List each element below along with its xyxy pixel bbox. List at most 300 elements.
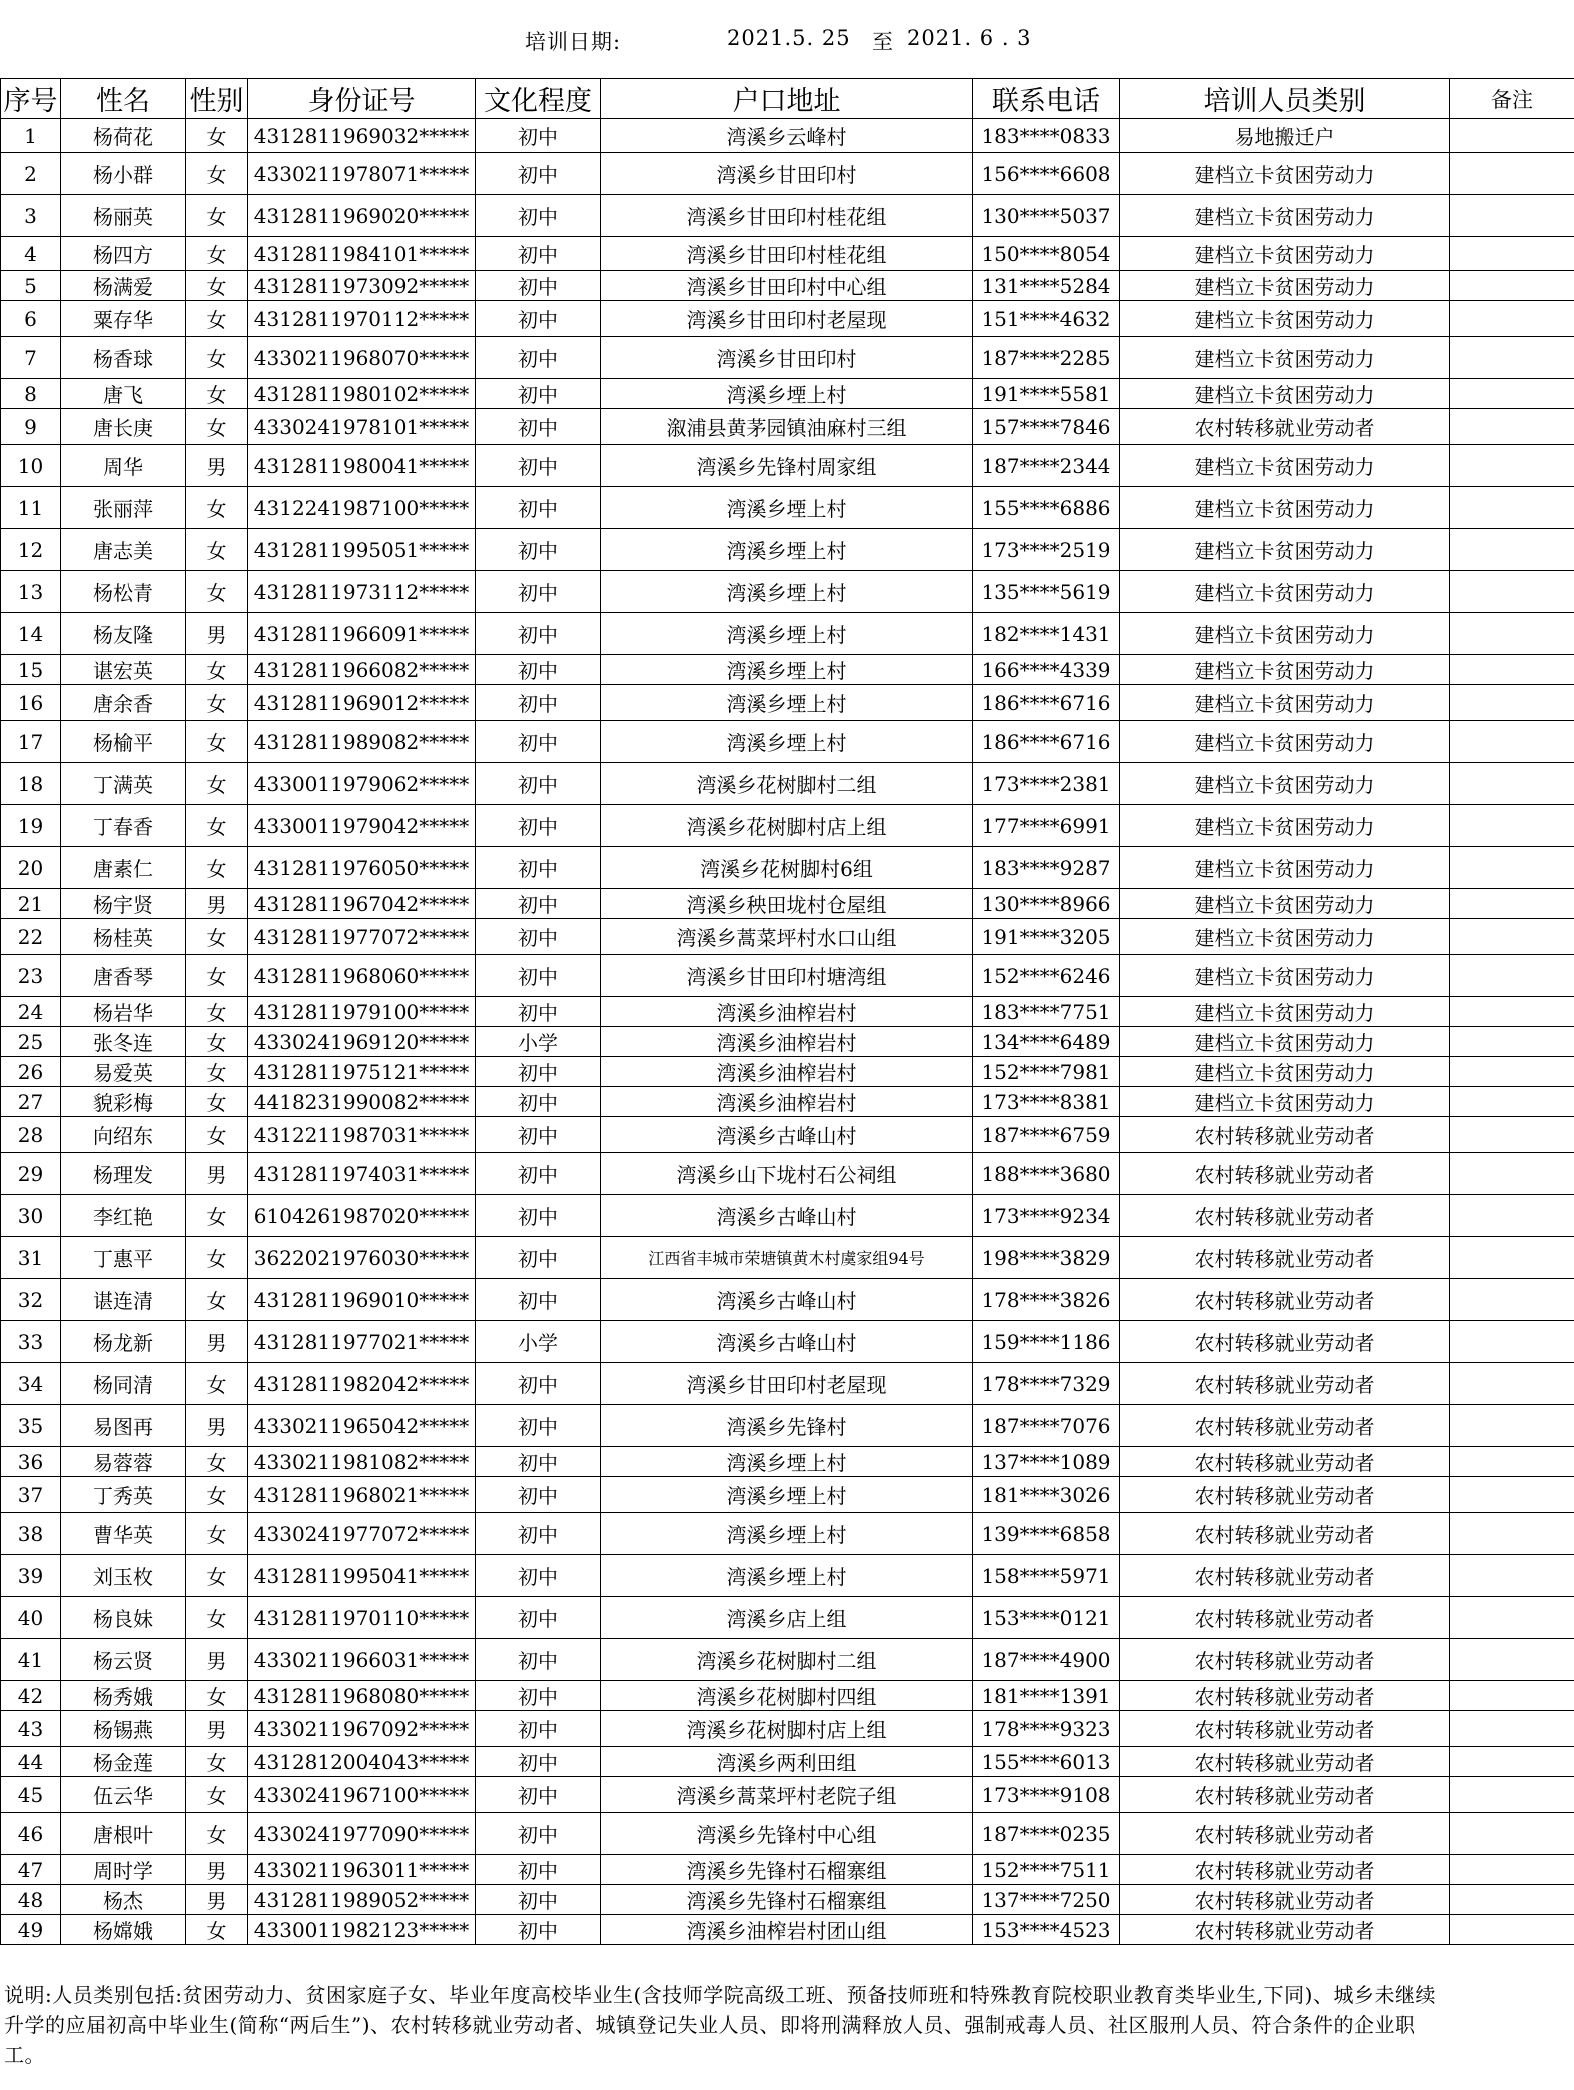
cell-phone: 139****6858 bbox=[973, 1513, 1120, 1555]
cell-name: 杨云贤 bbox=[61, 1639, 186, 1681]
cell-index: 8 bbox=[1, 379, 61, 409]
cell-remarks bbox=[1450, 571, 1574, 613]
cell-remarks bbox=[1450, 613, 1574, 655]
cell-phone: 183****7751 bbox=[973, 997, 1120, 1027]
cell-gender: 女 bbox=[186, 1117, 248, 1153]
cell-index: 4 bbox=[1, 237, 61, 271]
cell-name: 易图再 bbox=[61, 1405, 186, 1447]
cell-index: 24 bbox=[1, 997, 61, 1027]
cell-index: 34 bbox=[1, 1363, 61, 1405]
cell-name: 杨宇贤 bbox=[61, 889, 186, 919]
col-header-id-number: 身份证号 bbox=[248, 79, 476, 119]
cell-remarks bbox=[1450, 445, 1574, 487]
cell-id-number: 4330241978101***** bbox=[248, 409, 476, 445]
cell-id-number: 4330211967092***** bbox=[248, 1711, 476, 1747]
cell-education: 初中 bbox=[476, 685, 601, 721]
table-row bbox=[1, 487, 1574, 529]
cell-id-number: 4330211965042***** bbox=[248, 1405, 476, 1447]
cell-category: 农村转移就业劳动者 bbox=[1120, 1813, 1450, 1855]
cell-index: 27 bbox=[1, 1087, 61, 1117]
cell-category: 农村转移就业劳动者 bbox=[1120, 1117, 1450, 1153]
cell-remarks bbox=[1450, 1477, 1574, 1513]
cell-remarks bbox=[1450, 271, 1574, 301]
cell-name: 丁秀英 bbox=[61, 1477, 186, 1513]
cell-id-number: 4312811980041***** bbox=[248, 445, 476, 487]
cell-address: 湾溪乡甘田印村 bbox=[601, 153, 973, 195]
cell-remarks bbox=[1450, 1279, 1574, 1321]
cell-remarks bbox=[1450, 153, 1574, 195]
cell-category: 农村转移就业劳动者 bbox=[1120, 1153, 1450, 1195]
cell-address: 湾溪乡甘田印村中心组 bbox=[601, 271, 973, 301]
cell-index: 28 bbox=[1, 1117, 61, 1153]
cell-education: 初中 bbox=[476, 889, 601, 919]
cell-phone: 178****9323 bbox=[973, 1711, 1120, 1747]
cell-gender: 男 bbox=[186, 1885, 248, 1915]
table-row bbox=[1, 1117, 1574, 1153]
cell-id-number: 4312811973092***** bbox=[248, 271, 476, 301]
cell-category: 建档立卡贫困劳动力 bbox=[1120, 1057, 1450, 1087]
cell-name: 杨满爱 bbox=[61, 271, 186, 301]
cell-phone: 173****2381 bbox=[973, 763, 1120, 805]
cell-category: 建档立卡贫困劳动力 bbox=[1120, 529, 1450, 571]
table-row bbox=[1, 1195, 1574, 1237]
cell-gender: 女 bbox=[186, 685, 248, 721]
cell-education: 初中 bbox=[476, 487, 601, 529]
cell-phone: 183****0833 bbox=[973, 119, 1120, 153]
cell-category: 建档立卡贫困劳动力 bbox=[1120, 655, 1450, 685]
table-row bbox=[1, 571, 1574, 613]
cell-index: 30 bbox=[1, 1195, 61, 1237]
cell-gender: 女 bbox=[186, 997, 248, 1027]
cell-id-number: 4312811977072***** bbox=[248, 919, 476, 955]
col-header-index: 序号 bbox=[1, 79, 61, 119]
cell-education: 初中 bbox=[476, 1279, 601, 1321]
cell-phone: 187****6759 bbox=[973, 1117, 1120, 1153]
cell-education: 初中 bbox=[476, 271, 601, 301]
cell-id-number: 4312811984101***** bbox=[248, 237, 476, 271]
cell-gender: 女 bbox=[186, 1813, 248, 1855]
cell-gender: 女 bbox=[186, 337, 248, 379]
cell-education: 初中 bbox=[476, 1513, 601, 1555]
cell-phone: 173****9234 bbox=[973, 1195, 1120, 1237]
cell-gender: 女 bbox=[186, 1777, 248, 1813]
cell-index: 35 bbox=[1, 1405, 61, 1447]
table-row bbox=[1, 1447, 1574, 1477]
cell-id-number: 4312811982042***** bbox=[248, 1363, 476, 1405]
cell-name: 杨友隆 bbox=[61, 613, 186, 655]
cell-gender: 男 bbox=[186, 1405, 248, 1447]
cell-category: 建档立卡贫困劳动力 bbox=[1120, 847, 1450, 889]
table-row bbox=[1, 271, 1574, 301]
cell-category: 农村转移就业劳动者 bbox=[1120, 1639, 1450, 1681]
table-row bbox=[1, 889, 1574, 919]
training-date-header bbox=[0, 0, 1574, 80]
cell-phone: 130****5037 bbox=[973, 195, 1120, 237]
cell-index: 42 bbox=[1, 1681, 61, 1711]
cell-category: 农村转移就业劳动者 bbox=[1120, 1447, 1450, 1477]
cell-education: 初中 bbox=[476, 1639, 601, 1681]
cell-index: 11 bbox=[1, 487, 61, 529]
cell-category: 农村转移就业劳动者 bbox=[1120, 1279, 1450, 1321]
cell-remarks bbox=[1450, 119, 1574, 153]
cell-phone: 159****1186 bbox=[973, 1321, 1120, 1363]
table-row bbox=[1, 301, 1574, 337]
cell-phone: 157****7846 bbox=[973, 409, 1120, 445]
cell-gender: 男 bbox=[186, 613, 248, 655]
cell-gender: 女 bbox=[186, 721, 248, 763]
training-date-separator: 至 bbox=[872, 30, 894, 54]
cell-category: 建档立卡贫困劳动力 bbox=[1120, 889, 1450, 919]
cell-address: 湾溪乡两利田组 bbox=[601, 1747, 973, 1777]
cell-remarks bbox=[1450, 1885, 1574, 1915]
cell-phone: 134****6489 bbox=[973, 1027, 1120, 1057]
cell-id-number: 4312811974031***** bbox=[248, 1153, 476, 1195]
cell-address: 湾溪乡堙上村 bbox=[601, 1555, 973, 1597]
cell-phone: 182****1431 bbox=[973, 613, 1120, 655]
cell-name: 杨良妹 bbox=[61, 1597, 186, 1639]
cell-address: 湾溪乡堙上村 bbox=[601, 379, 973, 409]
cell-gender: 女 bbox=[186, 1027, 248, 1057]
cell-name: 杨金莲 bbox=[61, 1747, 186, 1777]
cell-index: 5 bbox=[1, 271, 61, 301]
cell-address: 湾溪乡油榨岩村 bbox=[601, 1087, 973, 1117]
cell-index: 17 bbox=[1, 721, 61, 763]
cell-name: 杨秀娥 bbox=[61, 1681, 186, 1711]
cell-address: 溆浦县黄茅园镇油麻村三组 bbox=[601, 409, 973, 445]
cell-name: 向绍东 bbox=[61, 1117, 186, 1153]
table-row bbox=[1, 685, 1574, 721]
cell-id-number: 4330211981082***** bbox=[248, 1447, 476, 1477]
cell-gender: 女 bbox=[186, 379, 248, 409]
table-row bbox=[1, 1639, 1574, 1681]
cell-address: 湾溪乡店上组 bbox=[601, 1597, 973, 1639]
cell-address: 湾溪乡甘田印村塘湾组 bbox=[601, 955, 973, 997]
cell-education: 初中 bbox=[476, 337, 601, 379]
cell-id-number: 4330011982123***** bbox=[248, 1915, 476, 1945]
cell-phone: 187****2344 bbox=[973, 445, 1120, 487]
col-header-education: 文化程度 bbox=[476, 79, 601, 119]
cell-remarks bbox=[1450, 1195, 1574, 1237]
cell-category: 建档立卡贫困劳动力 bbox=[1120, 721, 1450, 763]
table-row bbox=[1, 1915, 1574, 1945]
cell-phone: 152****7981 bbox=[973, 1057, 1120, 1087]
cell-gender: 女 bbox=[186, 271, 248, 301]
cell-category: 建档立卡贫困劳动力 bbox=[1120, 301, 1450, 337]
cell-education: 初中 bbox=[476, 571, 601, 613]
cell-remarks bbox=[1450, 1513, 1574, 1555]
cell-address: 湾溪乡堙上村 bbox=[601, 571, 973, 613]
table-row bbox=[1, 721, 1574, 763]
cell-index: 2 bbox=[1, 153, 61, 195]
cell-education: 初中 bbox=[476, 1057, 601, 1087]
cell-index: 20 bbox=[1, 847, 61, 889]
cell-name: 杨荷花 bbox=[61, 119, 186, 153]
cell-name: 杨龙新 bbox=[61, 1321, 186, 1363]
cell-index: 6 bbox=[1, 301, 61, 337]
table-row bbox=[1, 379, 1574, 409]
cell-index: 16 bbox=[1, 685, 61, 721]
cell-education: 初中 bbox=[476, 195, 601, 237]
cell-phone: 156****6608 bbox=[973, 153, 1120, 195]
cell-id-number: 4312811968021***** bbox=[248, 1477, 476, 1513]
cell-id-number: 4312811995041***** bbox=[248, 1555, 476, 1597]
cell-address: 湾溪乡山下垅村石公祠组 bbox=[601, 1153, 973, 1195]
cell-address: 湾溪乡花树脚村店上组 bbox=[601, 1711, 973, 1747]
cell-education: 初中 bbox=[476, 613, 601, 655]
cell-address: 湾溪乡堙上村 bbox=[601, 529, 973, 571]
cell-gender: 男 bbox=[186, 445, 248, 487]
cell-phone: 130****8966 bbox=[973, 889, 1120, 919]
table-row bbox=[1, 655, 1574, 685]
cell-address: 湾溪乡古峰山村 bbox=[601, 1117, 973, 1153]
cell-phone: 152****6246 bbox=[973, 955, 1120, 997]
cell-id-number: 4312811966082***** bbox=[248, 655, 476, 685]
table-row bbox=[1, 1513, 1574, 1555]
cell-address: 湾溪乡古峰山村 bbox=[601, 1321, 973, 1363]
cell-id-number: 4312211987031***** bbox=[248, 1117, 476, 1153]
cell-category: 建档立卡贫困劳动力 bbox=[1120, 487, 1450, 529]
cell-category: 建档立卡贫困劳动力 bbox=[1120, 271, 1450, 301]
cell-gender: 男 bbox=[186, 1711, 248, 1747]
cell-remarks bbox=[1450, 919, 1574, 955]
cell-category: 农村转移就业劳动者 bbox=[1120, 1237, 1450, 1279]
cell-remarks bbox=[1450, 805, 1574, 847]
cell-index: 46 bbox=[1, 1813, 61, 1855]
cell-remarks bbox=[1450, 337, 1574, 379]
table-row bbox=[1, 1279, 1574, 1321]
cell-id-number: 4330011979062***** bbox=[248, 763, 476, 805]
cell-remarks bbox=[1450, 1027, 1574, 1057]
cell-phone: 187****4900 bbox=[973, 1639, 1120, 1681]
cell-address: 湾溪乡堙上村 bbox=[601, 721, 973, 763]
cell-phone: 188****3680 bbox=[973, 1153, 1120, 1195]
cell-id-number: 4312811995051***** bbox=[248, 529, 476, 571]
cell-address: 湾溪乡花树脚村二组 bbox=[601, 1639, 973, 1681]
cell-education: 初中 bbox=[476, 1447, 601, 1477]
cell-education: 初中 bbox=[476, 1681, 601, 1711]
cell-id-number: 4312811968060***** bbox=[248, 955, 476, 997]
cell-name: 曹华英 bbox=[61, 1513, 186, 1555]
cell-index: 15 bbox=[1, 655, 61, 685]
cell-name: 杨榆平 bbox=[61, 721, 186, 763]
cell-name: 唐余香 bbox=[61, 685, 186, 721]
cell-education: 初中 bbox=[476, 119, 601, 153]
cell-index: 48 bbox=[1, 1885, 61, 1915]
table-body bbox=[1, 119, 1574, 1945]
cell-name: 杨同清 bbox=[61, 1363, 186, 1405]
cell-index: 13 bbox=[1, 571, 61, 613]
cell-index: 26 bbox=[1, 1057, 61, 1087]
cell-name: 刘玉枚 bbox=[61, 1555, 186, 1597]
cell-category: 农村转移就业劳动者 bbox=[1120, 1915, 1450, 1945]
cell-gender: 女 bbox=[186, 763, 248, 805]
cell-category: 建档立卡贫困劳动力 bbox=[1120, 195, 1450, 237]
cell-index: 36 bbox=[1, 1447, 61, 1477]
cell-name: 杨丽英 bbox=[61, 195, 186, 237]
cell-address: 湾溪乡先锋村石榴寨组 bbox=[601, 1855, 973, 1885]
cell-name: 粟存华 bbox=[61, 301, 186, 337]
cell-id-number: 4312811979100***** bbox=[248, 997, 476, 1027]
cell-name: 唐素仁 bbox=[61, 847, 186, 889]
cell-phone: 150****8054 bbox=[973, 237, 1120, 271]
cell-gender: 男 bbox=[186, 1639, 248, 1681]
table-row bbox=[1, 1747, 1574, 1777]
cell-address: 湾溪乡甘田印村桂花组 bbox=[601, 237, 973, 271]
cell-education: 初中 bbox=[476, 1117, 601, 1153]
training-date-label: 培训日期: bbox=[525, 30, 622, 54]
cell-phone: 178****7329 bbox=[973, 1363, 1120, 1405]
cell-education: 初中 bbox=[476, 997, 601, 1027]
table-row bbox=[1, 1153, 1574, 1195]
cell-remarks bbox=[1450, 685, 1574, 721]
cell-index: 41 bbox=[1, 1639, 61, 1681]
cell-id-number: 4312811969012***** bbox=[248, 685, 476, 721]
table-row bbox=[1, 1363, 1574, 1405]
cell-remarks bbox=[1450, 195, 1574, 237]
cell-id-number: 4330241977072***** bbox=[248, 1513, 476, 1555]
cell-education: 初中 bbox=[476, 1813, 601, 1855]
col-header-gender: 性别 bbox=[186, 79, 248, 119]
cell-name: 丁惠平 bbox=[61, 1237, 186, 1279]
cell-gender: 女 bbox=[186, 1279, 248, 1321]
cell-address: 湾溪乡先锋村中心组 bbox=[601, 1813, 973, 1855]
cell-category: 农村转移就业劳动者 bbox=[1120, 409, 1450, 445]
cell-category: 建档立卡贫困劳动力 bbox=[1120, 237, 1450, 271]
cell-id-number: 4330241967100***** bbox=[248, 1777, 476, 1813]
cell-name: 张冬连 bbox=[61, 1027, 186, 1057]
cell-name: 易爱英 bbox=[61, 1057, 186, 1087]
cell-education: 小学 bbox=[476, 1321, 601, 1363]
cell-gender: 女 bbox=[186, 153, 248, 195]
cell-address: 湾溪乡油榨岩村团山组 bbox=[601, 1915, 973, 1945]
cell-index: 31 bbox=[1, 1237, 61, 1279]
cell-remarks bbox=[1450, 847, 1574, 889]
cell-id-number: 4330211968070***** bbox=[248, 337, 476, 379]
col-header-phone: 联系电话 bbox=[973, 79, 1120, 119]
cell-index: 10 bbox=[1, 445, 61, 487]
cell-phone: 151****4632 bbox=[973, 301, 1120, 337]
cell-education: 初中 bbox=[476, 1153, 601, 1195]
table-row bbox=[1, 1597, 1574, 1639]
cell-address: 湾溪乡堙上村 bbox=[601, 1477, 973, 1513]
cell-phone: 158****5971 bbox=[973, 1555, 1120, 1597]
cell-gender: 男 bbox=[186, 889, 248, 919]
cell-id-number: 4312812004043***** bbox=[248, 1747, 476, 1777]
cell-index: 39 bbox=[1, 1555, 61, 1597]
cell-remarks bbox=[1450, 1057, 1574, 1087]
table-row bbox=[1, 1027, 1574, 1057]
cell-education: 初中 bbox=[476, 1555, 601, 1597]
cell-address: 湾溪乡甘田印村老屋现 bbox=[601, 301, 973, 337]
cell-gender: 女 bbox=[186, 1195, 248, 1237]
cell-index: 29 bbox=[1, 1153, 61, 1195]
cell-phone: 181****1391 bbox=[973, 1681, 1120, 1711]
cell-education: 初中 bbox=[476, 445, 601, 487]
cell-gender: 女 bbox=[186, 487, 248, 529]
cell-gender: 女 bbox=[186, 655, 248, 685]
table-row bbox=[1, 237, 1574, 271]
cell-gender: 女 bbox=[186, 1513, 248, 1555]
cell-address: 湾溪乡甘田印村老屋现 bbox=[601, 1363, 973, 1405]
cell-name: 杨锡燕 bbox=[61, 1711, 186, 1747]
cell-category: 农村转移就业劳动者 bbox=[1120, 1597, 1450, 1639]
cell-category: 农村转移就业劳动者 bbox=[1120, 1513, 1450, 1555]
cell-education: 初中 bbox=[476, 763, 601, 805]
cell-education: 初中 bbox=[476, 919, 601, 955]
cell-phone: 153****4523 bbox=[973, 1915, 1120, 1945]
table-row bbox=[1, 763, 1574, 805]
cell-remarks bbox=[1450, 1153, 1574, 1195]
cell-address: 湾溪乡云峰村 bbox=[601, 119, 973, 153]
cell-phone: 131****5284 bbox=[973, 271, 1120, 301]
cell-gender: 女 bbox=[186, 955, 248, 997]
cell-id-number: 4312811989082***** bbox=[248, 721, 476, 763]
cell-index: 45 bbox=[1, 1777, 61, 1813]
cell-remarks bbox=[1450, 1237, 1574, 1279]
cell-name: 张丽萍 bbox=[61, 487, 186, 529]
training-end-date: 2021. 6 . 3 bbox=[907, 26, 1032, 50]
cell-id-number: 4418231990082***** bbox=[248, 1087, 476, 1117]
cell-address: 湾溪乡花树脚村二组 bbox=[601, 763, 973, 805]
cell-category: 农村转移就业劳动者 bbox=[1120, 1405, 1450, 1447]
cell-remarks bbox=[1450, 1639, 1574, 1681]
table-row bbox=[1, 1237, 1574, 1279]
cell-category: 建档立卡贫困劳动力 bbox=[1120, 919, 1450, 955]
col-header-category: 培训人员类别 bbox=[1120, 79, 1450, 119]
cell-education: 初中 bbox=[476, 1855, 601, 1885]
cell-phone: 181****3026 bbox=[973, 1477, 1120, 1513]
cell-gender: 女 bbox=[186, 1477, 248, 1513]
cell-phone: 187****2285 bbox=[973, 337, 1120, 379]
cell-remarks bbox=[1450, 1321, 1574, 1363]
cell-name: 杨杰 bbox=[61, 1885, 186, 1915]
cell-id-number: 4312811989052***** bbox=[248, 1885, 476, 1915]
cell-address: 湾溪乡古峰山村 bbox=[601, 1195, 973, 1237]
cell-remarks bbox=[1450, 1405, 1574, 1447]
trainee-roster-table bbox=[0, 78, 1574, 1945]
table-row bbox=[1, 195, 1574, 237]
cell-name: 杨香球 bbox=[61, 337, 186, 379]
cell-category: 农村转移就业劳动者 bbox=[1120, 1321, 1450, 1363]
cell-category: 建档立卡贫困劳动力 bbox=[1120, 613, 1450, 655]
cell-remarks bbox=[1450, 1555, 1574, 1597]
cell-phone: 173****9108 bbox=[973, 1777, 1120, 1813]
cell-id-number: 4312811975121***** bbox=[248, 1057, 476, 1087]
cell-education: 初中 bbox=[476, 409, 601, 445]
cell-name: 谌连清 bbox=[61, 1279, 186, 1321]
cell-name: 杨四方 bbox=[61, 237, 186, 271]
cell-gender: 女 bbox=[186, 1597, 248, 1639]
cell-category: 建档立卡贫困劳动力 bbox=[1120, 445, 1450, 487]
cell-phone: 155****6886 bbox=[973, 487, 1120, 529]
cell-id-number: 4312811968080***** bbox=[248, 1681, 476, 1711]
cell-remarks bbox=[1450, 1447, 1574, 1477]
cell-category: 农村转移就业劳动者 bbox=[1120, 1363, 1450, 1405]
cell-id-number: 4330241977090***** bbox=[248, 1813, 476, 1855]
cell-name: 唐根叶 bbox=[61, 1813, 186, 1855]
cell-remarks bbox=[1450, 1117, 1574, 1153]
cell-name: 谌宏英 bbox=[61, 655, 186, 685]
cell-name: 杨理发 bbox=[61, 1153, 186, 1195]
cell-address: 湾溪乡堙上村 bbox=[601, 655, 973, 685]
cell-phone: 137****7250 bbox=[973, 1885, 1120, 1915]
cell-address: 湾溪乡油榨岩村 bbox=[601, 997, 973, 1027]
cell-address: 湾溪乡秧田垅村仓屋组 bbox=[601, 889, 973, 919]
cell-education: 初中 bbox=[476, 1363, 601, 1405]
table-row bbox=[1, 997, 1574, 1027]
table-row bbox=[1, 409, 1574, 445]
cell-index: 47 bbox=[1, 1855, 61, 1885]
